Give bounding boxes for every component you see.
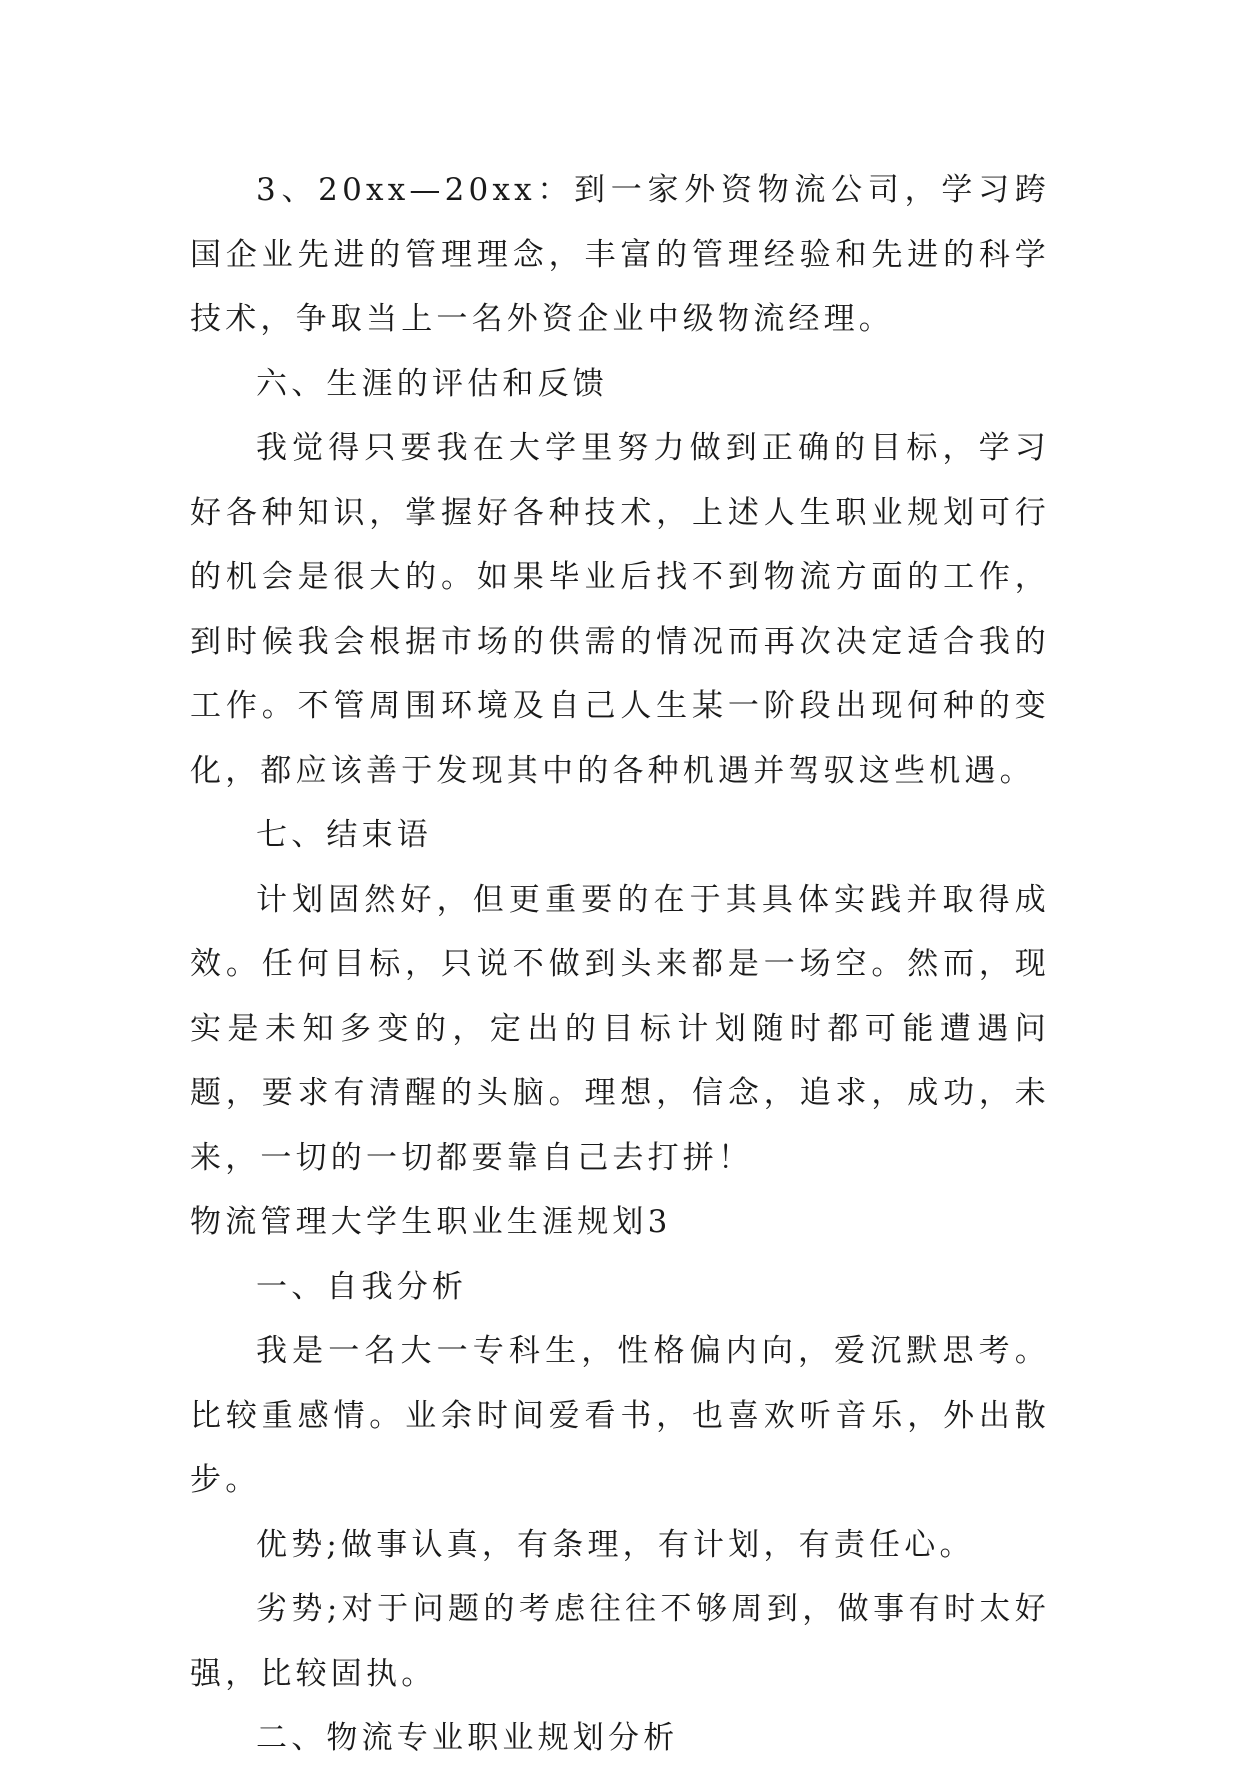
- heading-conclusion: 七、结束语: [256, 817, 432, 853]
- heading-self-analysis: 一、自我分析: [256, 1268, 468, 1305]
- paragraph-strengths: 优势;做事认真，有条理，有计划，有责任心。: [256, 1526, 975, 1563]
- heading-evaluation-feedback: 六、生涯的评估和反馈: [256, 365, 608, 402]
- paragraph-self-analysis-body: 我是一名大一专科生，性格偏内向，爱沉默思考。比较重感情。业余时间爱看书，也喜欢听音乐，外出散步。: [190, 1333, 1050, 1498]
- section-title-plan-3: 物流管理大学生职业生涯规划3: [190, 1204, 672, 1240]
- paragraph-career-stage-3: 3、20xx—20xx：到一家外资物流公司，学习跨国企业先进的管理理念，丰富的管理经验和先进的科学技术，争取当上一名外资企业中级物流经理。: [190, 172, 1050, 337]
- paragraph-conclusion-body: 计划固然好，但更重要的在于其具体实践并取得成效。任何目标，只说不做到头来都是一场空。然而，现实是未知多变的，定出的目标计划随时都可能遭遇问题，要求有清醒的头脑。理想，信念，追求，成功，未来，一切的一切都要靠自己去打拼！: [190, 881, 1050, 1176]
- paragraph-evaluation-body: 我觉得只要我在大学里努力做到正确的目标，学习好各种知识，掌握好各种技术，上述人生职业规划可行的机会是很大的。如果毕业后找不到物流方面的工作，到时候我会根据市场的供需的情况而再次决定适合我的工作。不管周围环境及自己人生某一阶段出现何种的变化，都应该善于发现其中的各种机遇并驾驭这些机遇。: [190, 430, 1050, 789]
- heading-major-career-analysis: 二、物流专业职业规划分析: [256, 1720, 679, 1756]
- document-page: [190, 158, 1050, 1771]
- paragraph-weaknesses: 劣势;对于问题的考虑往往不够周到，做事有时太好强，比较固执。: [190, 1591, 1050, 1692]
